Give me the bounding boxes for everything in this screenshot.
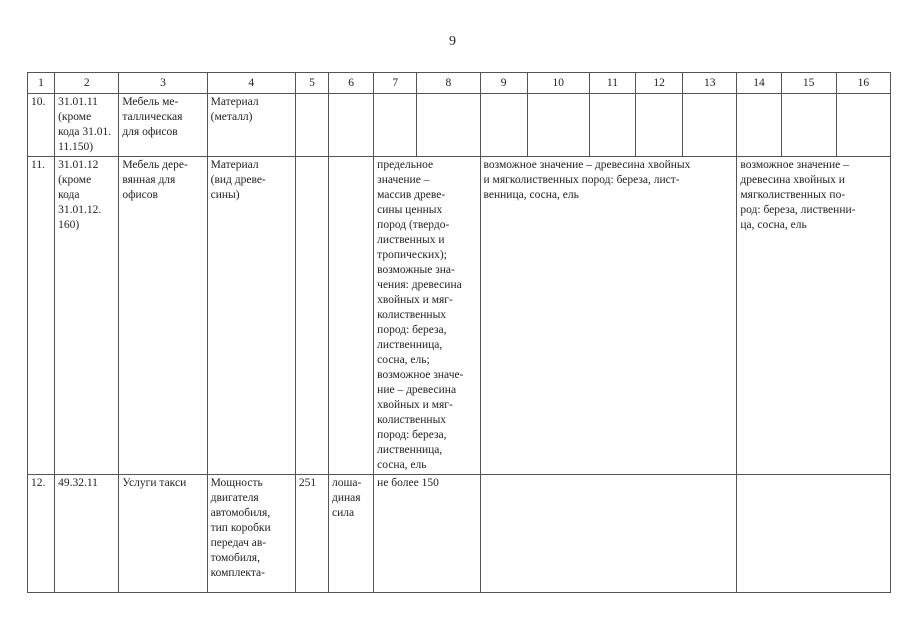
characteristic: Мощность двигателя автомобиля, тип коробки передач ав- томобиля, комплекта- [207,475,295,593]
header-cell-4: 4 [207,73,295,94]
header-cell-9: 9 [480,73,527,94]
header-cell-8: 8 [417,73,480,94]
row-number: 10. [28,94,55,157]
header-cell-10: 10 [527,73,589,94]
requirement-value: предельное значение – массив древе- сины ценных пород (твердо- лиственных и тропических); возможные зна- чения: древесина хвойных и мяг- колиственных пород: береза, лиственница, сосна, ель; возможное значе- ние – древесина хвойных и мяг- колиственных пород: береза, лиственница, сосна, ель [374,157,480,475]
unit-name: лоша- диная сила [329,475,374,593]
header-cell-3: 3 [119,73,207,94]
document-table [27,72,891,593]
unit-code: 251 [295,475,328,593]
unit-code [295,94,328,157]
cell-13 [683,94,737,157]
header-cell-7: 7 [374,73,417,94]
cell-7 [374,94,417,157]
characteristic: Материал (вид древе- сины) [207,157,295,475]
cell-16 [836,94,890,157]
header-cell-6: 6 [329,73,374,94]
okpd-code: 31.01.12 (кроме кода 31.01.12. 160) [55,157,119,475]
requirement-value-group-14-16 [737,475,891,593]
header-cell-15: 15 [781,73,836,94]
item-name: Мебель ме- таллическая для офисов [119,94,207,157]
cell-11 [589,94,635,157]
requirement-value-group-9-13 [480,475,737,593]
header-cell-1: 1 [28,73,55,94]
unit-name [329,157,374,475]
header-cell-12: 12 [636,73,683,94]
header-cell-13: 13 [683,73,737,94]
table-row [28,157,891,475]
item-name: Услуги такси [119,475,207,593]
header-cell-16: 16 [836,73,890,94]
page-number: 9 [449,34,456,49]
header-cell-2: 2 [55,73,119,94]
header-cell-5: 5 [295,73,328,94]
cell-15 [781,94,836,157]
cell-14 [737,94,781,157]
cell-9 [480,94,527,157]
characteristic: Материал (металл) [207,94,295,157]
unit-name [329,94,374,157]
header-cell-14: 14 [737,73,781,94]
okpd-code: 49.32.11 [55,475,119,593]
unit-code [295,157,328,475]
cell-12 [636,94,683,157]
header-cell-11: 11 [589,73,635,94]
requirement-value-group-14-16: возможное значение – древесина хвойных и мягколиственных по- род: береза, лиственни- ца, сосна, ель [737,157,891,475]
table-row [28,94,891,157]
item-name: Мебель дере- вянная для офисов [119,157,207,475]
row-number: 11. [28,157,55,475]
cell-8 [417,94,480,157]
table-row [28,475,891,593]
okpd-code: 31.01.11 (кроме кода 31.01. 11.150) [55,94,119,157]
requirement-value-group-9-13: возможное значение – древесина хвойных и мягколиственных пород: береза, лист- венница, сосна, ель [480,157,737,475]
requirement-value: не более 150 [374,475,480,593]
cell-10 [527,94,589,157]
row-number: 12. [28,475,55,593]
header-row [28,73,891,94]
